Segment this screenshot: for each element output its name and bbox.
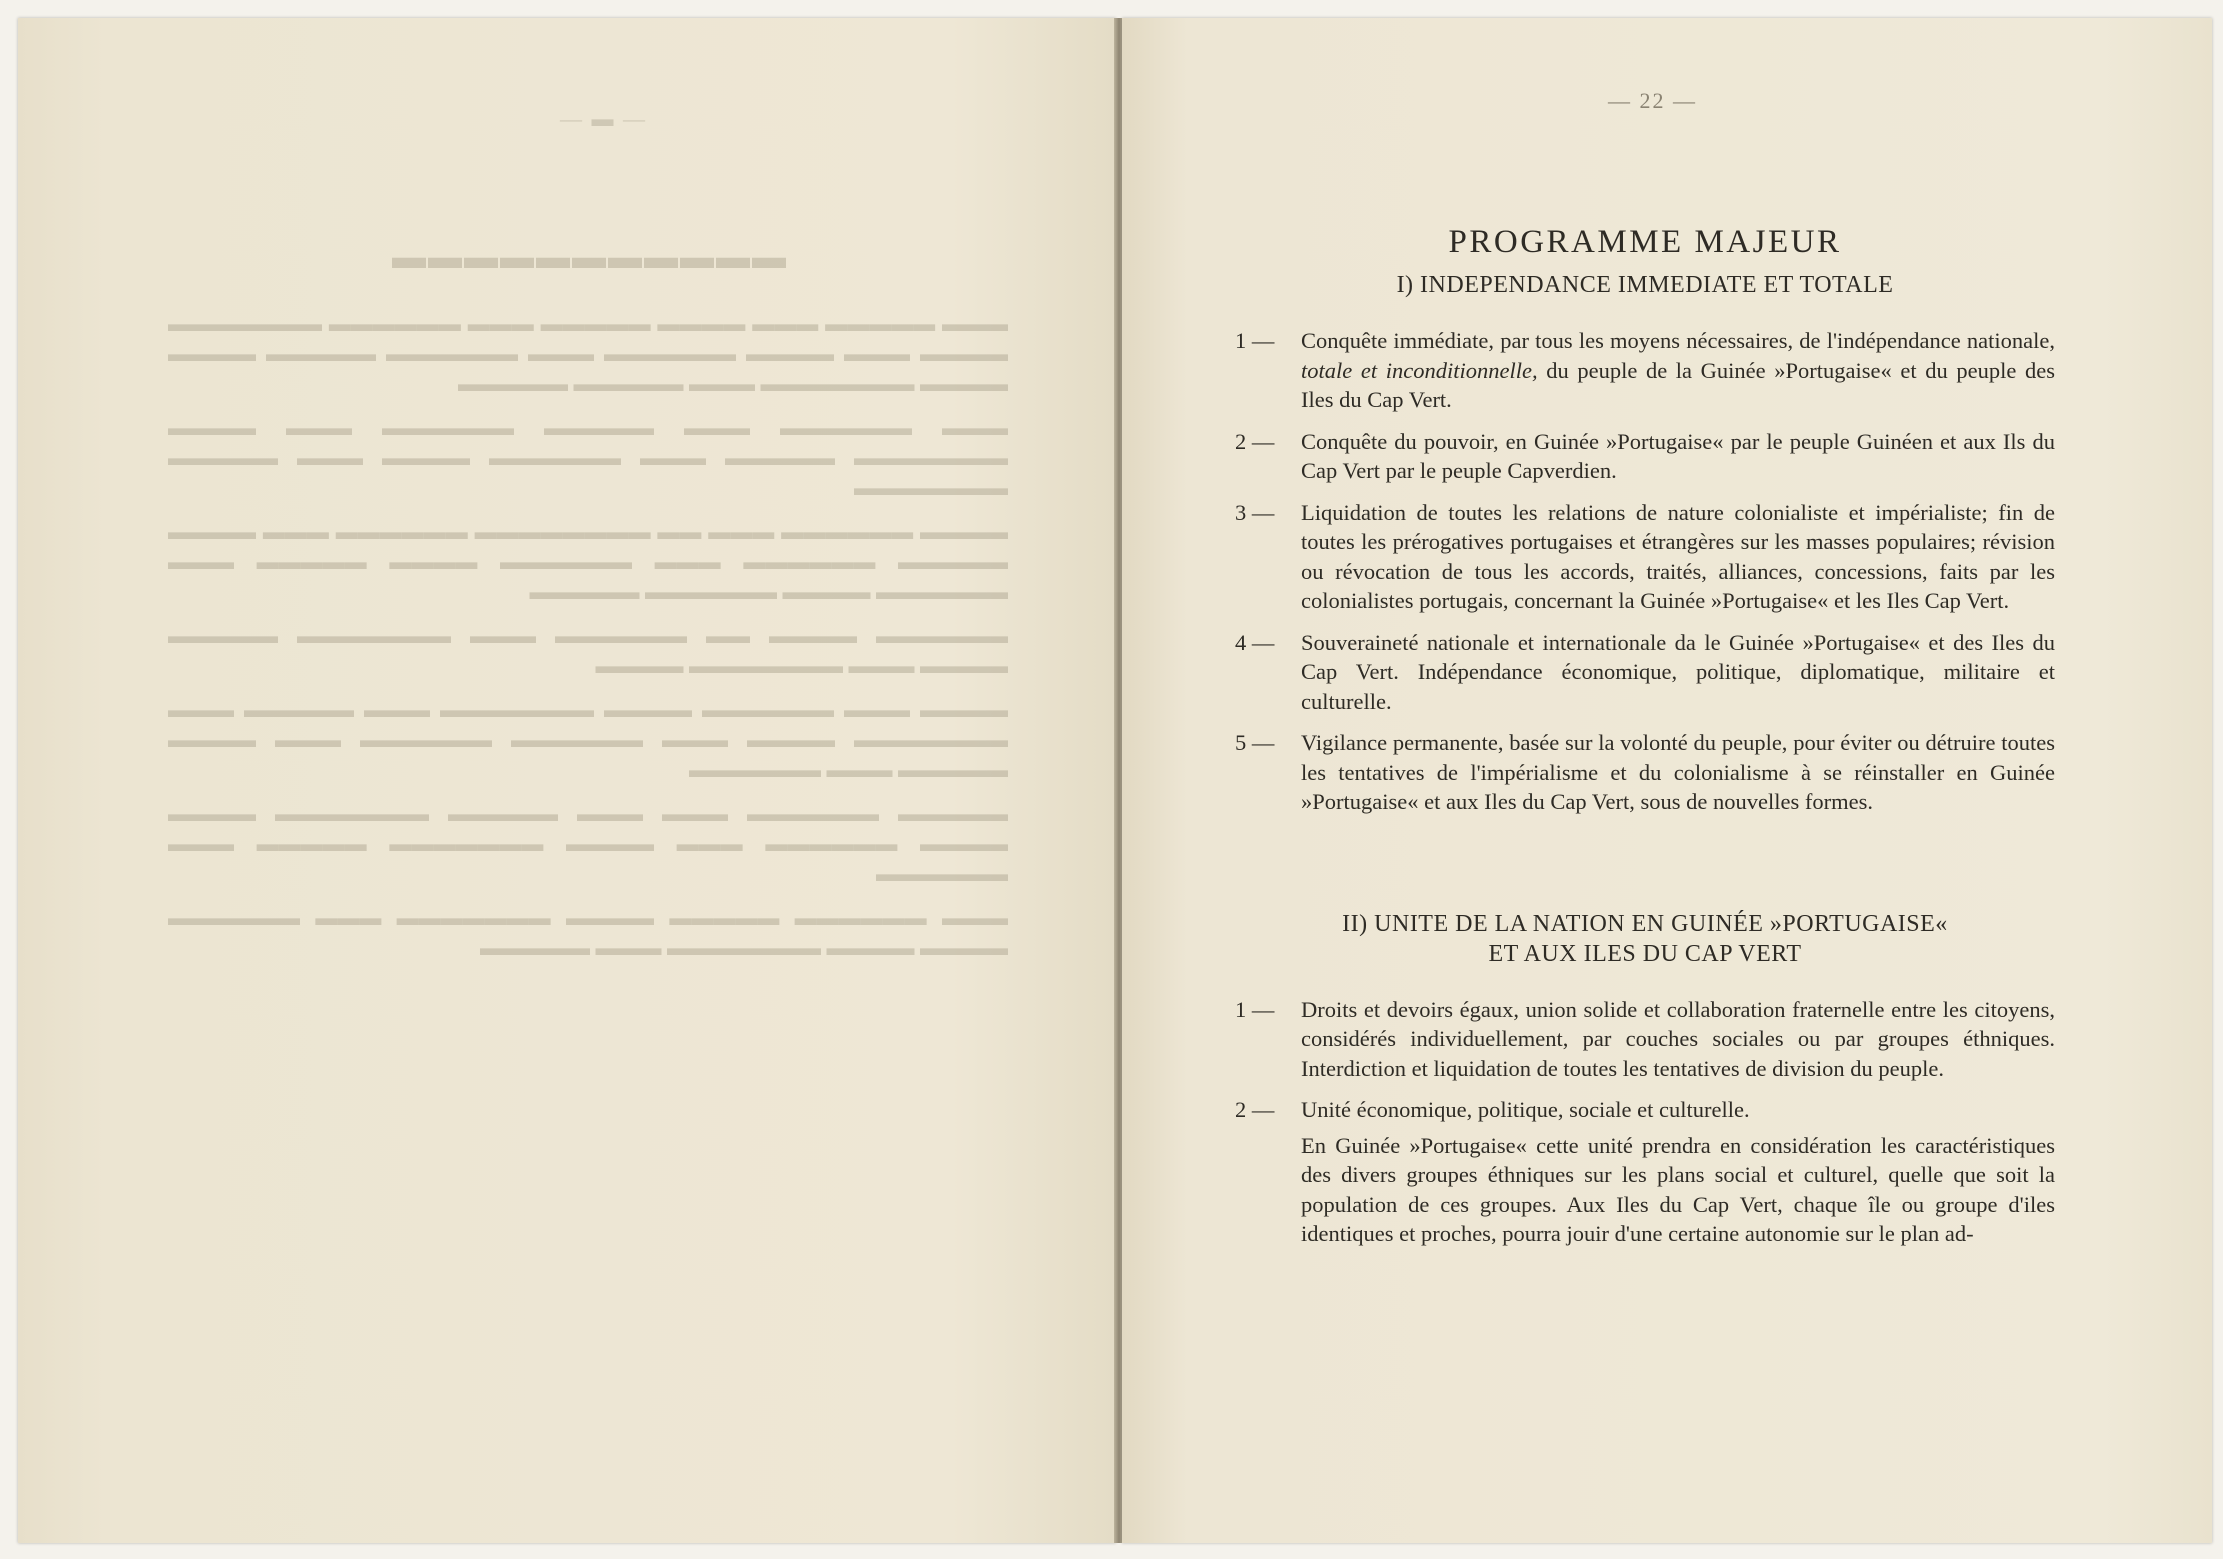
item-text: Vigilance permanente, basée sur la volonté du peuple, pour éviter ou détruire toutes les tentatives de l'impérialisme et du colonialisme à se réinstaller en Guinée »Portugaise« et aux Iles du Cap Vert, sous de nouvelles formes.	[1301, 730, 2055, 814]
section-1-item-5	[1235, 728, 2055, 817]
item-number: 2 —	[1235, 1097, 1275, 1122]
item-number: 1 —	[1235, 328, 1275, 353]
item-text: Droits et devoirs égaux, union solide et collaboration fraternelle entre les citoyens, considérés individuellement, par couches sociales ou par groupes éthniques. Interdiction et liquidation de toutes les tentatives de division du peuple.	[1301, 996, 2055, 1081]
item-text: Souveraineté nationale et internationale da le Guinée »Portugaise« et des Iles du Cap Vert. Indépendance économique, politique, diplomatique, militaire et culturelle.	[1301, 629, 2055, 714]
section-1-item-1	[1235, 326, 2055, 415]
item-text-post: du peuple de la Guinée »Portugaise« et du peuple des Iles du Cap Vert.	[1301, 357, 2055, 412]
bleed-through-page-number: — ▬ —	[558, 106, 645, 131]
item-text: Unité économique, politique, sociale et culturelle.	[1301, 1097, 1750, 1122]
item-text: Conquête du pouvoir, en Guinée »Portugaise« par le peuple Guinéen et aux Ils du Cap Vert par le peuple Capverdien.	[1301, 428, 2055, 483]
section-1-item-3	[1235, 498, 2055, 616]
item-text-continued: En Guinée »Portugaise« cette unité prendra en considération les caractéristiques des divers groupes éthniques sur les plans social et culturel, quelle que soit la population de ces groupes. Aux Iles du Cap Vert, chaque île ou groupe d'iles identiques et proches, pourra jouir d'une certaine autonomie sur le plan ad-	[1301, 1132, 2055, 1246]
section-1-heading: I) INDEPENDANCE IMMEDIATE ET TOTALE	[1396, 272, 1894, 298]
page-content	[1235, 222, 2055, 1261]
item-text: Liquidation de toutes les relations de nature colonialiste et impérialiste; fin de toutes les prérogatives portugaises et étrangères sur les masses populaires; révision ou révocation de tous les accords, traités, alliances, concessions, faits par les colonialistes portugais, concernant la Guinée »Portugaise« et les Iles Cap Vert.	[1301, 499, 2055, 613]
section-2-heading-line-1: II) UNITE DE LA NATION EN GUINÉE »PORTUGAISE«	[1342, 910, 1948, 937]
left-page	[18, 18, 1116, 1543]
page-title: PROGRAMME MAJEUR	[1448, 224, 1842, 260]
section-1-item-4	[1235, 628, 2055, 717]
item-number: 3 —	[1235, 499, 1275, 525]
section-2-heading-line-2: ET AUX ILES DU CAP VERT	[1488, 940, 1802, 967]
item-number: 5 —	[1235, 730, 1275, 755]
section-1-item-2	[1235, 427, 2055, 486]
section-2-heading	[1235, 909, 2055, 969]
item-text-emphasis: totale et inconditionnelle,	[1301, 357, 1538, 383]
item-number: 1 —	[1235, 996, 1275, 1022]
bleed-through-text: ▬▬▬▬▬▬▬▬▬▬▬ ▬▬▬ ▬▬▬▬▬ ▬▬▬ ▬▬▬▬ ▬▬▬▬▬ ▬▬▬ ▬▬▬▬▬▬ ▬▬▬▬▬▬▬ ▬▬▬▬ ▬▬▬ ▬▬▬▬ ▬▬▬▬▬▬ ▬▬▬ ▬▬▬▬▬▬ ▬▬▬▬▬ ▬▬▬▬ ▬▬▬▬ ▬▬▬▬▬▬▬ ▬▬▬ ▬▬▬▬▬ ▬▬▬▬▬ ▬▬▬ ▬▬▬▬▬▬ ▬▬▬ ▬▬▬▬▬ ▬▬▬▬▬▬ ▬▬▬ ▬▬▬▬ ▬▬▬▬▬▬▬ ▬▬▬▬▬ ▬▬▬ ▬▬▬▬▬▬ ▬▬▬▬ ▬▬▬ ▬▬▬▬▬ ▬▬▬▬▬▬▬ ▬▬▬▬ ▬▬▬▬▬▬ ▬▬▬ ▬▬ ▬▬▬▬▬▬▬▬ ▬▬▬▬▬▬ ▬▬▬ ▬▬▬▬ ▬▬▬▬▬ ▬▬▬▬▬▬ ▬▬▬ ▬▬▬▬▬▬ ▬▬▬▬ ▬▬▬▬▬ ▬▬▬ ▬▬▬▬▬▬ ▬▬▬▬ ▬▬▬▬▬▬ ▬▬▬▬▬ ▬▬▬▬▬▬ ▬▬▬▬ ▬▬ ▬▬▬▬▬▬ ▬▬▬ ▬▬▬▬▬▬▬ ▬▬▬▬▬ ▬▬▬▬ ▬▬▬ ▬▬▬▬▬▬▬ ▬▬▬▬ ▬▬▬▬ ▬▬▬ ▬▬▬▬▬▬ ▬▬▬▬ ▬▬▬▬▬▬▬ ▬▬▬ ▬▬▬▬▬ ▬▬▬ ▬▬▬▬▬▬▬ ▬▬▬▬ ▬▬▬ ▬▬▬▬▬▬ ▬▬▬▬▬▬ ▬▬▬ ▬▬▬▬ ▬▬▬▬▬ ▬▬▬ ▬▬▬▬▬▬ ▬▬▬▬▬ ▬▬▬▬▬▬ ▬▬▬ ▬▬▬ ▬▬▬▬▬ ▬▬▬▬▬▬▬ ▬▬▬▬ ▬▬▬▬ ▬▬▬▬▬▬ ▬▬▬ ▬▬▬▬ ▬▬▬▬▬▬▬ ▬▬▬▬▬ ▬▬▬ ▬▬▬▬▬▬ ▬▬▬ ▬▬▬▬▬▬ ▬▬▬▬▬ ▬▬▬▬ ▬▬▬▬▬▬▬ ▬▬▬ ▬▬▬▬▬▬ ▬▬▬▬ ▬▬▬▬ ▬▬▬▬▬▬▬ ▬▬▬ ▬▬▬▬▬	[168, 239, 1008, 960]
item-text-pre: Conquête immédiate, par tous les moyens nécessaires, de l'indépendance nationale,	[1301, 328, 2055, 353]
section-2-item-2	[1235, 1095, 2055, 1249]
page-number: — 22 —	[1608, 88, 1697, 113]
item-number: 4 —	[1235, 629, 1275, 655]
section-2-item-1	[1235, 995, 2055, 1084]
item-number: 2 —	[1235, 428, 1275, 454]
